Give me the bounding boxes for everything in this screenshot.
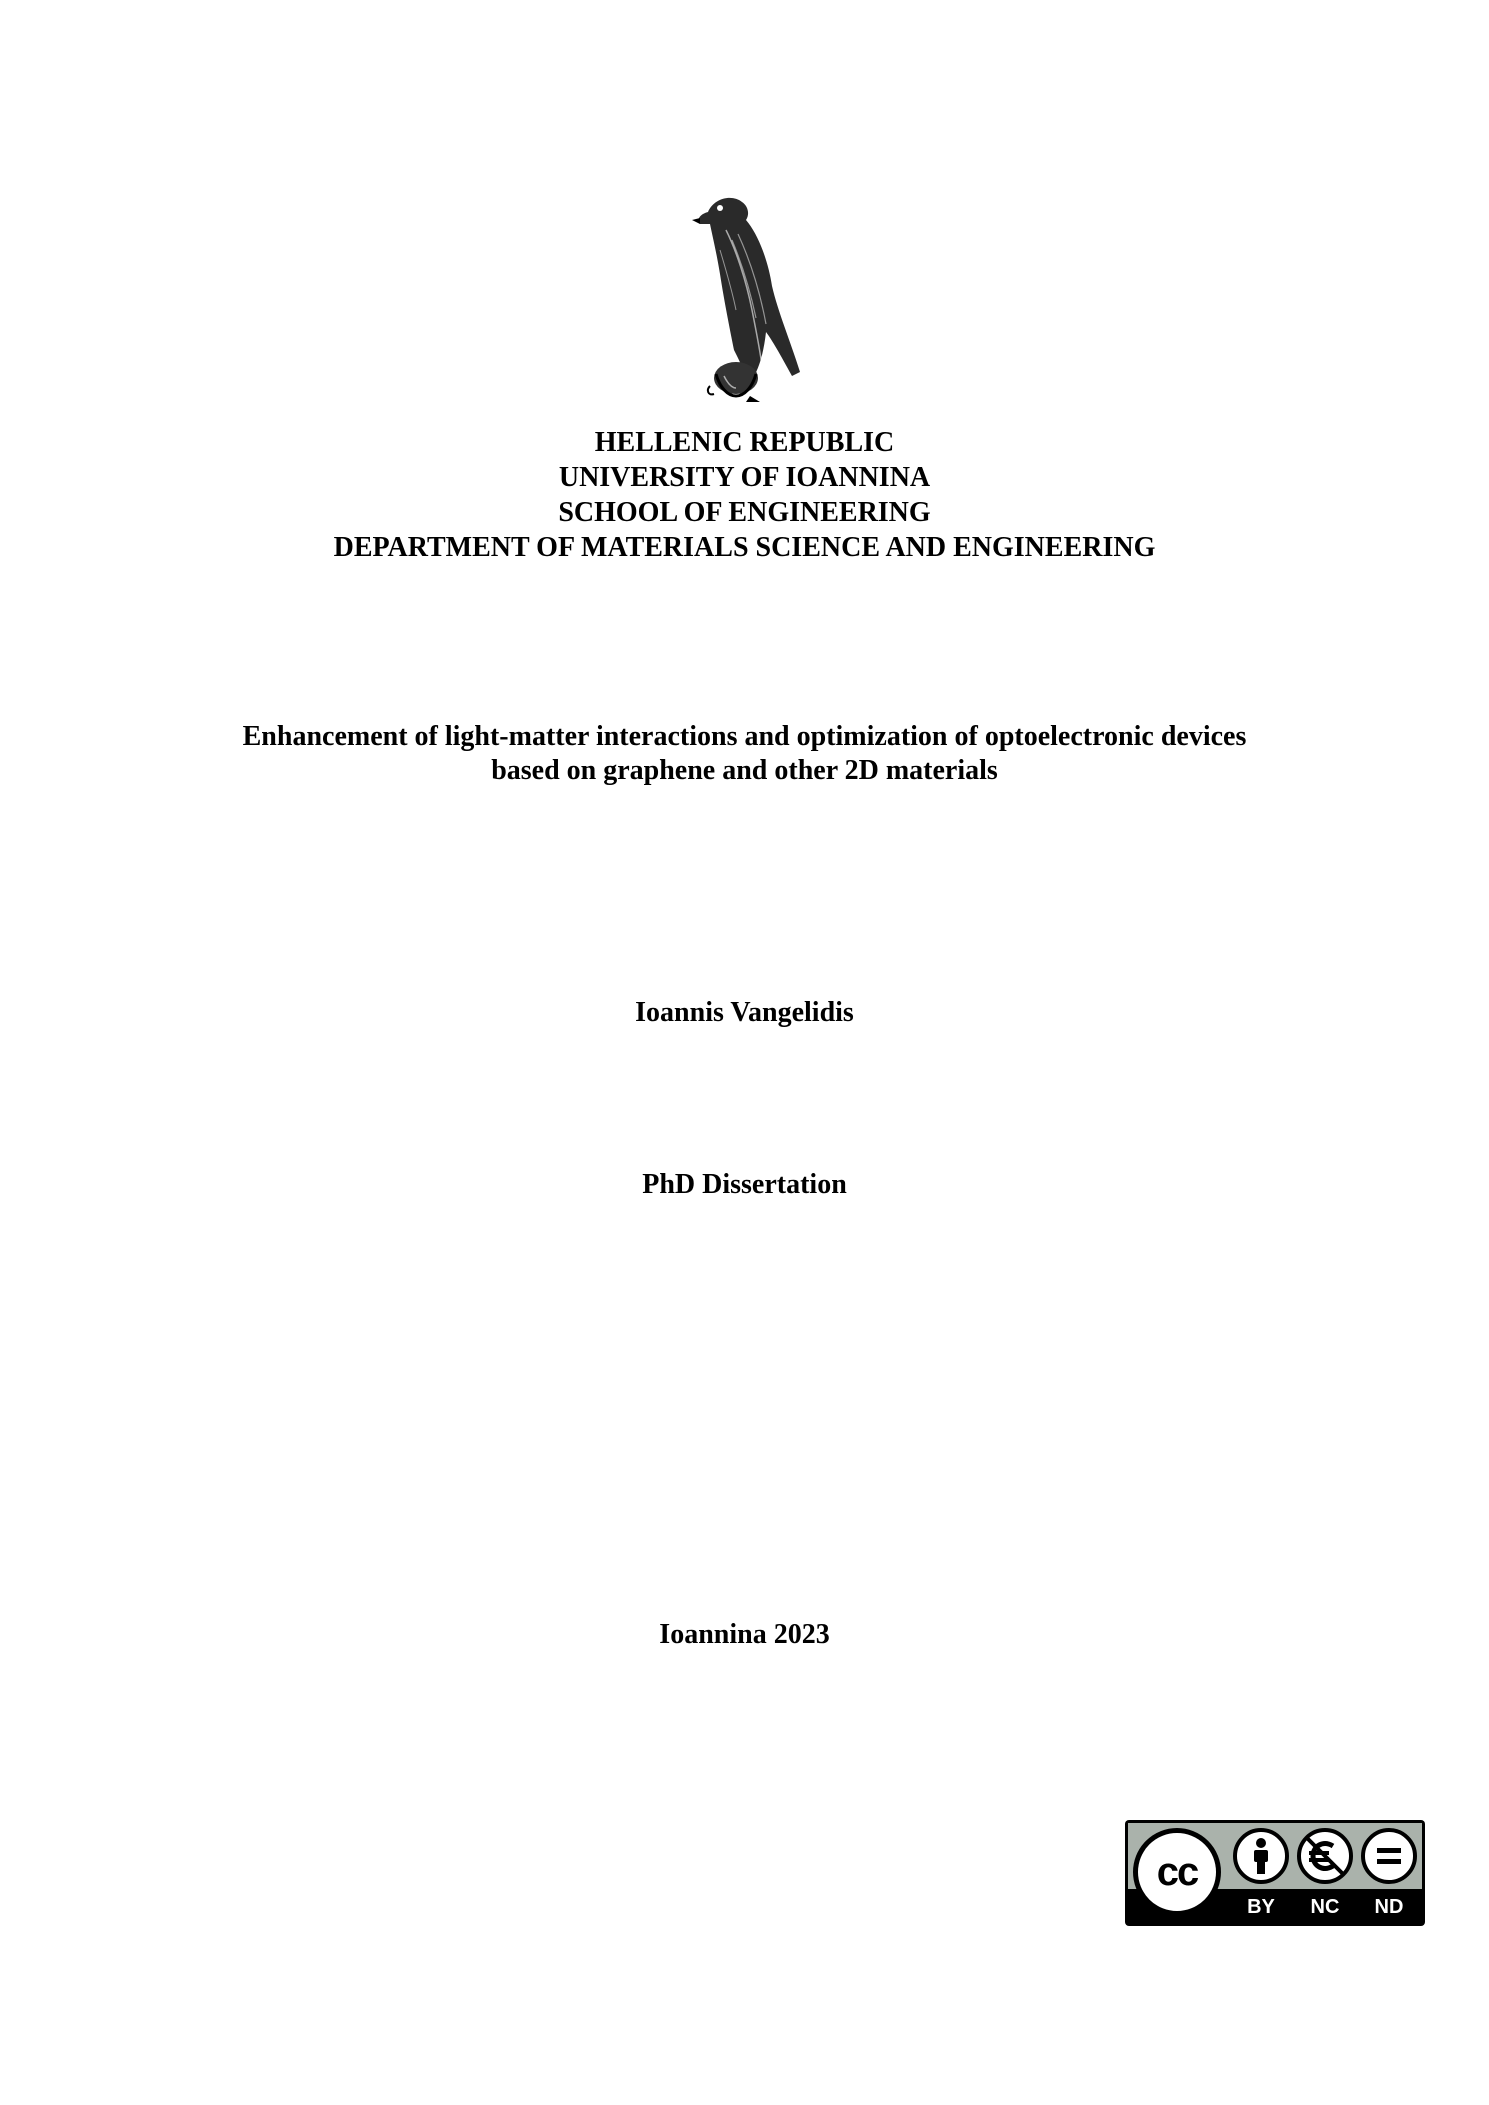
title-line-1: Enhancement of light-matter interactions and optimization of optoelectronic devices <box>242 721 1247 752</box>
cc-logo-icon <box>1133 1828 1221 1916</box>
department-line: DEPARTMENT OF MATERIALS SCIENCE AND ENGINEERING <box>333 532 1156 563</box>
creative-commons-by-nc-nd-icon <box>1125 1820 1425 1926</box>
non-commercial-euro-icon <box>1297 1828 1353 1884</box>
author-name: Ioannis Vangelidis <box>635 997 854 1028</box>
dissertation-title <box>0 720 1489 788</box>
university-line: UNIVERSITY OF IOANNINA <box>558 462 931 493</box>
country-line: HELLENIC REPUBLIC <box>594 427 895 458</box>
place-and-year: Ioannina 2023 <box>659 1619 830 1650</box>
no-derivatives-icon <box>1361 1828 1417 1884</box>
cc-logo-text: cc <box>1156 1850 1198 1894</box>
license-nc-label: NC <box>1310 1896 1340 1918</box>
attribution-icon <box>1233 1828 1289 1884</box>
license-nd-label: ND <box>1374 1896 1404 1918</box>
institution-header <box>0 425 1489 565</box>
license-by-label: BY <box>1247 1896 1275 1918</box>
school-line: SCHOOL OF ENGINEERING <box>558 497 931 528</box>
degree-label: PhD Dissertation <box>642 1169 847 1200</box>
eagle-emblem-icon <box>680 190 810 410</box>
title-line-2: based on graphene and other 2D materials <box>491 755 998 786</box>
license-labels <box>1225 1892 1425 1922</box>
